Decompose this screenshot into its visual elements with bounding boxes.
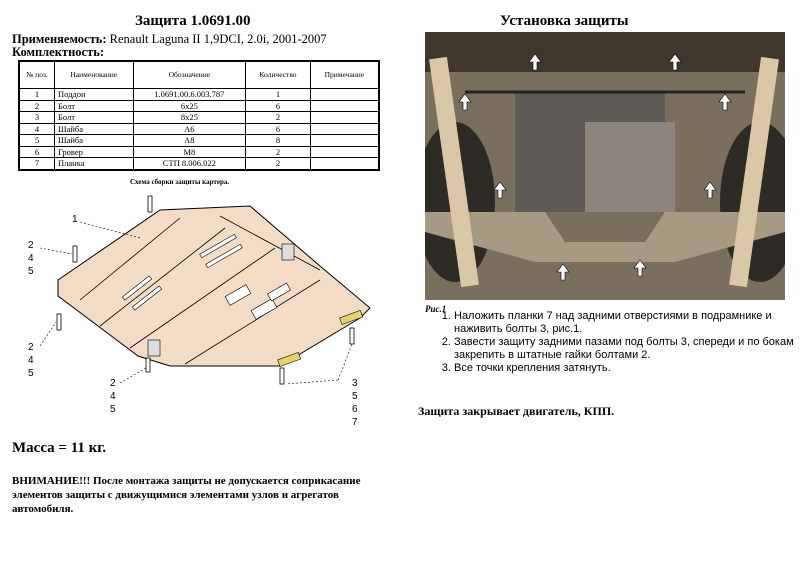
- table-cell: Планка: [55, 158, 134, 170]
- callout-4: 4: [28, 355, 34, 366]
- list-item: 1. Наложить планки 7 над задними отверстиями в подрамнике и наживить болты 3, рис.1.: [454, 310, 800, 336]
- table-row: [19, 112, 379, 124]
- table-cell: 4: [19, 123, 55, 135]
- table-cell: 2: [19, 100, 55, 112]
- col-header: Количество: [246, 61, 311, 89]
- callout-5: 5: [28, 266, 34, 277]
- table-cell: А8: [133, 135, 246, 147]
- col-header: Наименование: [55, 61, 134, 89]
- warning-lead: ВНИМАНИЕ!!!: [12, 475, 91, 487]
- table-cell: СТП 8.006.022: [133, 158, 246, 170]
- table-cell: [310, 146, 379, 158]
- parts-table: [18, 60, 380, 171]
- figure-caption: Рис.1: [425, 304, 447, 314]
- gearbox: [585, 122, 675, 212]
- list-item: 2. Завести защиту задними пазами под болты 3, спереди и по бокам закрепить в штатные гайки болтами 2.: [454, 336, 800, 362]
- col-header: № поз.: [19, 61, 55, 89]
- table-cell: 6: [246, 100, 311, 112]
- table-cell: Болт: [55, 112, 134, 124]
- table-cell: Гровер: [55, 146, 134, 158]
- installation-photo: [425, 32, 785, 300]
- table-cell: [310, 123, 379, 135]
- col-header: Примечание: [310, 61, 379, 89]
- table-cell: [310, 112, 379, 124]
- table-row: [19, 146, 379, 158]
- callout-2: 2: [110, 378, 116, 389]
- applicability-label: Применяемость:: [12, 32, 107, 46]
- table-cell: 7: [19, 158, 55, 170]
- table-cell: 2: [246, 146, 311, 158]
- table-cell: [310, 89, 379, 101]
- table-cell: Шайба: [55, 123, 134, 135]
- warning-body: После монтажа защиты не допускается соприкасание элементов защиты с движущимися элементами узлов и агрегатов автомобиля.: [12, 475, 361, 515]
- callout-5: 5: [110, 404, 116, 415]
- table-row: [19, 89, 379, 101]
- table-cell: 5: [19, 135, 55, 147]
- table-row: [19, 123, 379, 135]
- table-row: [19, 158, 379, 170]
- install-steps: [432, 310, 800, 375]
- callout-4: 4: [110, 391, 116, 402]
- callout-5: 5: [352, 391, 358, 402]
- callout-2: 2: [28, 240, 34, 251]
- kit-label: Комплектность:: [12, 45, 104, 59]
- table-cell: М8: [133, 146, 246, 158]
- callout-1: 1: [72, 214, 78, 225]
- table-cell: 1: [19, 89, 55, 101]
- table-row: [19, 135, 379, 147]
- table-cell: 6х25: [133, 100, 246, 112]
- table-cell: 1: [246, 89, 311, 101]
- table-cell: 8: [246, 135, 311, 147]
- table-cell: 1.0691.00.6.003.787: [133, 89, 246, 101]
- table-cell: Шайба: [55, 135, 134, 147]
- callout-3: 3: [352, 378, 358, 389]
- applicability-value: Renault Laguna II 1,9DCI, 2.0i, 2001-2007: [109, 32, 327, 46]
- scheme-caption: Схема сборки защиты картера.: [130, 178, 230, 186]
- table-cell: [310, 135, 379, 147]
- table-cell: Поддон: [55, 89, 134, 101]
- col-header: Обозначение: [133, 61, 246, 89]
- table-row: [19, 100, 379, 112]
- table-cell: 8х25: [133, 112, 246, 124]
- mass-label: Масса = 11 кг.: [12, 440, 107, 456]
- callout-5: 5: [28, 368, 34, 379]
- table-cell: [310, 100, 379, 112]
- document-title: Защита 1.0691.00: [135, 13, 251, 29]
- callout-6: 6: [352, 404, 358, 415]
- table-cell: 3: [19, 112, 55, 124]
- install-title: Установка защиты: [500, 13, 629, 29]
- list-item: 3. Все точки крепления затянуть.: [454, 362, 800, 375]
- table-cell: 2: [246, 158, 311, 170]
- table-header-row: [19, 61, 379, 89]
- table-cell: А6: [133, 123, 246, 135]
- warning-text: [12, 474, 382, 516]
- callout-7: 7: [352, 417, 358, 428]
- table-cell: 2: [246, 112, 311, 124]
- closing-note: Защита закрывает двигатель, КПП.: [418, 404, 615, 418]
- callout-2: 2: [28, 342, 34, 353]
- table-cell: Болт: [55, 100, 134, 112]
- table-cell: 6: [246, 123, 311, 135]
- table-cell: 6: [19, 146, 55, 158]
- callout-4: 4: [28, 253, 34, 264]
- skid-plate-body: [58, 206, 370, 366]
- underbody-illustration: [425, 32, 785, 300]
- table-cell: [310, 158, 379, 170]
